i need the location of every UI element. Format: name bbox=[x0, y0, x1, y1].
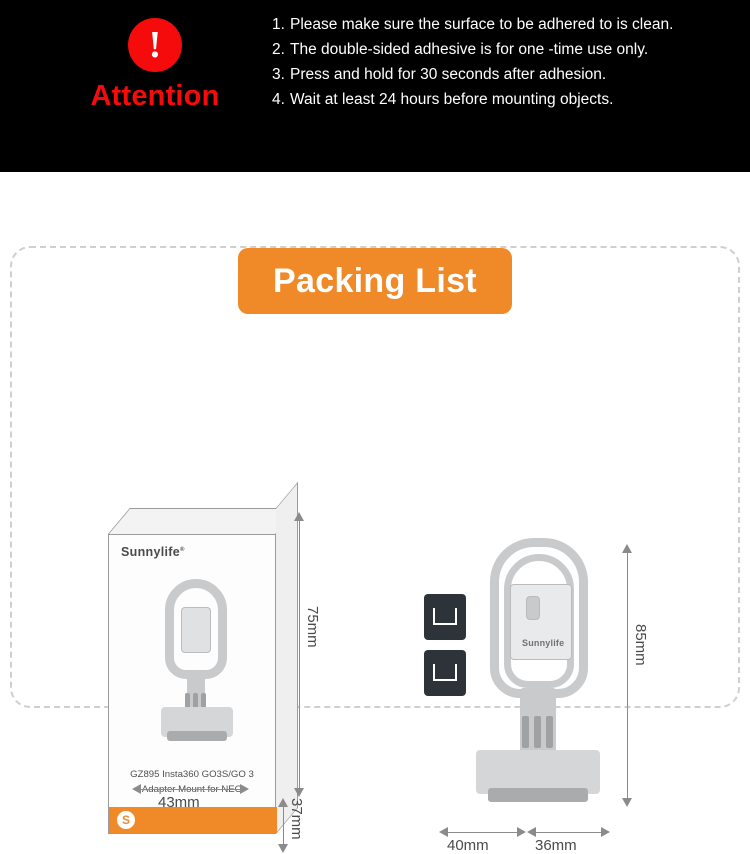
box-depth-value: 37mm bbox=[288, 798, 305, 840]
arrow-left-icon bbox=[439, 827, 448, 837]
adhesive-pad bbox=[424, 650, 466, 696]
arrow-left-icon bbox=[527, 827, 536, 837]
note-text: Press and hold for 30 seconds after adhesion. bbox=[290, 66, 607, 83]
clamp-slot bbox=[526, 596, 540, 620]
box-badge: S bbox=[117, 811, 135, 829]
note-number: 2. bbox=[272, 41, 285, 58]
arrow-right-icon bbox=[601, 827, 610, 837]
mount-fin bbox=[522, 716, 529, 748]
mount-base-shadow bbox=[167, 731, 227, 741]
list-item bbox=[272, 87, 732, 112]
box-side-face bbox=[276, 482, 298, 834]
packing-list-title: Packing List bbox=[238, 248, 512, 314]
exclamation-warning-icon bbox=[128, 18, 182, 72]
packing-list-section bbox=[0, 172, 750, 854]
product-width-right-value: 36mm bbox=[535, 837, 577, 854]
note-text: The double-sided adhesive is for one -time use only. bbox=[290, 41, 649, 58]
arrow-right-icon bbox=[240, 784, 249, 794]
arrow-right-icon bbox=[517, 827, 526, 837]
mount-illustration-product bbox=[468, 538, 608, 828]
mount-illustration-box bbox=[149, 579, 241, 759]
note-text: Wait at least 24 hours before mounting objects. bbox=[290, 91, 614, 108]
box-brand-text: Sunnylife bbox=[121, 545, 180, 559]
box-height-dimension-line bbox=[299, 520, 300, 792]
note-number: 4. bbox=[272, 91, 285, 108]
note-number: 1. bbox=[272, 16, 285, 33]
list-item bbox=[272, 37, 732, 62]
attention-label: Attention bbox=[90, 80, 220, 112]
clamp-center-block bbox=[510, 584, 572, 660]
box-height-value: 75mm bbox=[304, 606, 321, 648]
box-caption-line1: GZ895 Insta360 GO3S/GO 3 bbox=[130, 769, 254, 780]
arrow-up-icon bbox=[622, 544, 632, 553]
attention-block bbox=[62, 18, 248, 113]
mount-fin bbox=[546, 716, 553, 748]
box-width-dimension-line bbox=[140, 789, 244, 790]
arrow-down-icon bbox=[294, 788, 304, 797]
product-height-value: 85mm bbox=[632, 624, 649, 666]
arrow-left-icon bbox=[132, 784, 141, 794]
adhesive-pad bbox=[424, 594, 466, 640]
list-item bbox=[272, 62, 732, 87]
note-number: 3. bbox=[272, 66, 285, 83]
exclamation-glyph: ! bbox=[148, 24, 162, 66]
note-text: Please make sure the surface to be adhered to is clean. bbox=[290, 16, 674, 33]
arrow-down-icon bbox=[278, 844, 288, 853]
box-top-face bbox=[108, 508, 298, 534]
attention-banner bbox=[0, 0, 750, 172]
arrow-up-icon bbox=[294, 512, 304, 521]
mount-base-shadow bbox=[488, 788, 588, 802]
mount-fin bbox=[534, 716, 541, 748]
arrow-down-icon bbox=[622, 798, 632, 807]
product-brand-logo: Sunnylife bbox=[522, 638, 565, 648]
box-brand-mark: ® bbox=[179, 546, 185, 553]
box-brand-logo bbox=[121, 545, 185, 559]
product-width-right-dimension-line bbox=[535, 832, 605, 833]
product-height-dimension-line bbox=[627, 552, 628, 802]
box-width-value: 43mm bbox=[158, 794, 200, 811]
product-width-left-value: 40mm bbox=[447, 837, 489, 854]
list-item bbox=[272, 12, 732, 37]
box-depth-dimension-line bbox=[283, 804, 284, 848]
product-width-left-dimension-line bbox=[447, 832, 521, 833]
attention-notes-list bbox=[272, 12, 732, 112]
clamp-center-block bbox=[181, 607, 211, 653]
arrow-up-icon bbox=[278, 798, 288, 807]
